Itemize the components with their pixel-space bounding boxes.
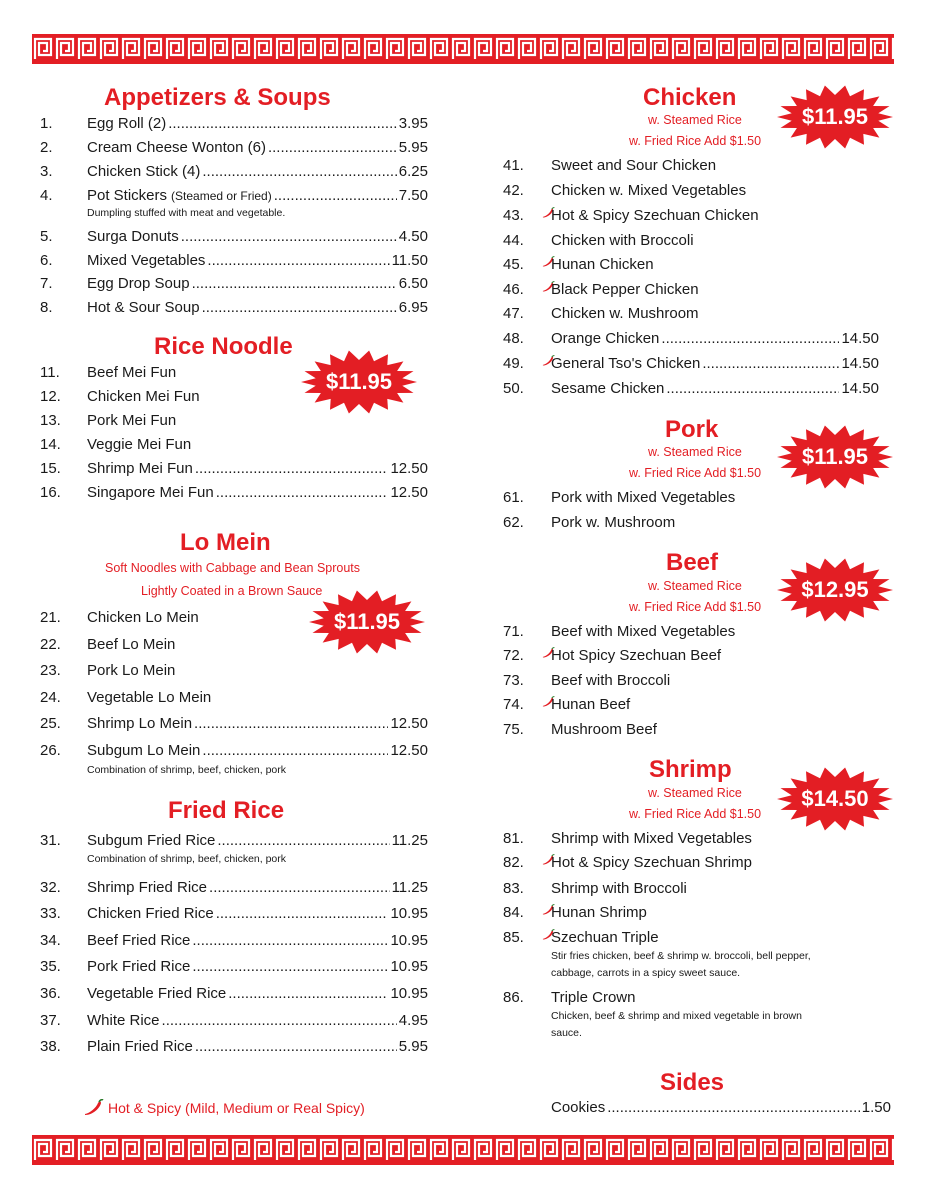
item-number: 12. <box>40 388 61 405</box>
menu-item <box>40 608 428 628</box>
menu-item <box>503 928 879 948</box>
item-name: Chicken Fried Rice <box>87 905 214 922</box>
spicy-indicator <box>541 156 551 176</box>
item-price: 11.25 <box>391 879 428 896</box>
item-name: Triple Crown <box>551 989 636 1006</box>
greek-key-border-top <box>32 34 894 64</box>
menu-item <box>40 411 428 431</box>
item-number: 14. <box>40 436 61 453</box>
spicy-indicator <box>541 280 551 300</box>
item-number: 86. <box>503 989 524 1006</box>
menu-item <box>40 227 428 247</box>
menu-item <box>40 931 428 951</box>
item-name: Vegetable Fried Rice <box>87 985 227 1002</box>
item-name: Hunan Beef <box>551 696 631 713</box>
price-badge-shrimp <box>776 767 894 831</box>
menu-item <box>40 904 428 924</box>
leader-dots <box>202 162 396 182</box>
spicy-indicator <box>541 695 551 715</box>
spicy-indicator <box>541 879 551 899</box>
item-name: Beef with Broccoli <box>551 672 671 689</box>
badge-price: $11.95 <box>325 369 393 394</box>
spicy-indicator <box>541 646 551 666</box>
leader-dots <box>202 741 388 761</box>
menu-item <box>503 206 879 226</box>
menu-item <box>503 622 879 642</box>
item-name: Mushroom Beef <box>551 721 657 738</box>
item-name: Shrimp Fried Rice <box>87 879 208 896</box>
badge-price: $12.95 <box>801 577 869 602</box>
item-price: 10.95 <box>390 985 428 1002</box>
item-name: White Rice <box>87 1012 160 1029</box>
menu-item <box>503 646 879 666</box>
item-number: 7. <box>40 275 53 292</box>
item-number: 22. <box>40 636 61 653</box>
item-number: 36. <box>40 985 61 1002</box>
item-name: Hunan Shrimp <box>551 904 647 921</box>
item-number: 11. <box>40 364 60 381</box>
leader-dots <box>192 957 388 977</box>
item-price: 7.50 <box>398 187 428 204</box>
leader-dots <box>181 227 397 247</box>
item-name: Black Pepper Chicken <box>551 281 699 298</box>
item-name: Shrimp with Mixed Vegetables <box>551 830 752 847</box>
item-note: (Steamed or Fried) <box>171 189 272 203</box>
menu-item <box>40 138 428 158</box>
item-price: 11.25 <box>391 832 428 849</box>
menu-item <box>503 853 879 873</box>
item-price: 3.95 <box>398 115 428 132</box>
lo-mein-subtitle-1: Soft Noodles with Cabbage and Bean Sprouts <box>105 561 361 575</box>
item-name: Beef Fried Rice <box>87 932 191 949</box>
spicy-indicator <box>541 671 551 691</box>
item-name: Pork Lo Mein <box>87 662 176 679</box>
item-number: 13. <box>40 412 61 429</box>
item-number: 33. <box>40 905 61 922</box>
badge-price: $11.95 <box>801 444 869 469</box>
menu-item <box>503 329 879 349</box>
item-name: Pork Fried Rice <box>87 958 191 975</box>
item-name: Egg Drop Soup <box>87 275 190 292</box>
chicken-subtitle-fried: w. Fried Rice Add $1.50 <box>629 134 762 148</box>
section-title-shrimp: Shrimp <box>649 756 732 783</box>
item-name: General Tso's Chicken <box>551 355 701 372</box>
item-name: Hot & Spicy Szechuan Chicken <box>551 207 759 224</box>
spicy-indicator <box>541 304 551 324</box>
menu-item <box>551 1098 891 1118</box>
menu-item <box>40 714 428 734</box>
item-price: 5.95 <box>398 1038 428 1055</box>
spicy-indicator <box>541 488 551 508</box>
badge-price: $11.95 <box>801 104 869 129</box>
item-name: Subgum Fried Rice <box>87 832 216 849</box>
item-number: 3. <box>40 163 53 180</box>
item-number: 35. <box>40 958 61 975</box>
item-name: Chicken with Broccoli <box>551 232 694 249</box>
menu-item <box>503 695 879 715</box>
item-number: 26. <box>40 742 61 759</box>
leader-dots <box>209 878 390 898</box>
menu-item <box>40 162 428 182</box>
menu-item <box>503 988 879 1008</box>
item-name: Pork w. Mushroom <box>551 514 676 531</box>
menu-item <box>503 304 879 324</box>
item-price: 12.50 <box>390 715 428 732</box>
item-name: Surga Donuts <box>87 228 179 245</box>
menu-item <box>40 251 428 271</box>
spicy-indicator <box>541 181 551 201</box>
item-number: 44. <box>503 232 524 249</box>
item-number: 85. <box>503 929 524 946</box>
chili-pepper-icon <box>82 1099 104 1117</box>
menu-item <box>503 671 879 691</box>
price-badge-beef <box>776 558 894 622</box>
spicy-indicator <box>541 379 551 399</box>
spicy-indicator <box>541 622 551 642</box>
menu-item <box>40 186 428 206</box>
section-title-lo-mein: Lo Mein <box>180 529 271 556</box>
item-name: Sweet and Sour Chicken <box>551 157 717 174</box>
item-number: 24. <box>40 689 61 706</box>
badge-price: $11.95 <box>333 609 401 634</box>
section-title-beef: Beef <box>666 549 719 576</box>
item-name: Beef Mei Fun <box>87 364 177 381</box>
item-name: Pork Mei Fun <box>87 412 177 429</box>
spicy-indicator <box>541 513 551 533</box>
menu-item <box>40 957 428 977</box>
spicy-indicator <box>541 206 551 226</box>
leader-dots <box>192 931 388 951</box>
menu-item <box>503 156 879 176</box>
item-price: 10.95 <box>390 958 428 975</box>
item-number: 47. <box>503 305 524 322</box>
menu-item <box>503 231 879 251</box>
item-price: 12.50 <box>390 460 428 477</box>
item-number: 81. <box>503 830 524 847</box>
item-number: 74. <box>503 696 524 713</box>
item-name: Beef Lo Mein <box>87 636 176 653</box>
pork-subtitle-steamed: w. Steamed Rice <box>648 445 742 459</box>
item-name: Cream Cheese Wonton (6) <box>87 139 266 156</box>
menu-item <box>40 114 428 134</box>
item-name: Sesame Chicken <box>551 380 665 397</box>
spicy-indicator <box>541 903 551 923</box>
item-number: 23. <box>40 662 61 679</box>
item-number: 73. <box>503 672 524 689</box>
leader-dots <box>666 379 839 399</box>
section-title-chicken: Chicken <box>643 84 737 111</box>
item-name: Orange Chicken <box>551 330 660 347</box>
item-price: 5.95 <box>398 139 428 156</box>
item-price: 14.50 <box>841 355 879 372</box>
shrimp-subtitle-steamed: w. Steamed Rice <box>648 786 742 800</box>
item-price: 14.50 <box>841 380 879 397</box>
item-name: Cookies <box>551 1099 606 1116</box>
leader-dots <box>195 1037 397 1057</box>
item-number: 82. <box>503 854 524 871</box>
item-price: 6.50 <box>398 275 428 292</box>
menu-item <box>503 879 879 899</box>
item-number: 6. <box>40 252 53 269</box>
price-badge-pork <box>776 425 894 489</box>
section-title-sides: Sides <box>660 1069 725 1096</box>
item-number: 1. <box>40 115 53 132</box>
spicy-legend <box>82 1099 365 1117</box>
item-price: 6.95 <box>398 299 428 316</box>
section-title-pork: Pork <box>665 416 719 443</box>
item-number: 62. <box>503 514 524 531</box>
menu-item <box>503 513 879 533</box>
item-number: 4. <box>40 187 53 204</box>
beef-subtitle-fried: w. Fried Rice Add $1.50 <box>629 600 762 614</box>
menu-item <box>503 280 879 300</box>
item-price: 4.95 <box>398 1012 428 1029</box>
leader-dots <box>192 274 397 294</box>
item-price: 14.50 <box>841 330 879 347</box>
leader-dots <box>268 138 397 158</box>
item-number: 61. <box>503 489 524 506</box>
item-number: 72. <box>503 647 524 664</box>
item-number: 25. <box>40 715 61 732</box>
leader-dots <box>274 186 397 206</box>
legend-text: Hot & Spicy (Mild, Medium or Real Spicy) <box>108 1100 365 1116</box>
leader-dots <box>207 251 389 271</box>
leader-dots <box>202 298 397 318</box>
greek-key-border-bottom <box>32 1135 894 1165</box>
item-number: 75. <box>503 721 524 738</box>
lo-mein-subtitle-2: Lightly Coated in a Brown Sauce <box>141 584 323 598</box>
leader-dots <box>194 714 388 734</box>
item-price: 6.25 <box>398 163 428 180</box>
item-number: 45. <box>503 256 524 273</box>
menu-item <box>40 741 428 761</box>
spicy-indicator <box>541 354 551 374</box>
price-badge-chicken <box>776 85 894 149</box>
item-number: 84. <box>503 904 524 921</box>
spicy-indicator <box>541 988 551 1008</box>
item-price: 12.50 <box>390 484 428 501</box>
menu-item <box>40 661 428 681</box>
item-name: Pot Stickers <box>87 187 168 204</box>
spicy-indicator <box>541 928 551 948</box>
section-title-appetizers: Appetizers & Soups <box>104 84 331 111</box>
beef-subtitle-steamed: w. Steamed Rice <box>648 579 742 593</box>
menu-item <box>503 181 879 201</box>
item-description: sauce. <box>551 1027 582 1039</box>
item-description: Combination of shrimp, beef, chicken, pork <box>87 764 287 776</box>
item-price: 10.95 <box>390 905 428 922</box>
leader-dots <box>162 1011 397 1031</box>
menu-item <box>503 903 879 923</box>
menu-item <box>503 720 879 740</box>
leader-dots <box>168 114 397 134</box>
menu-item <box>40 363 428 383</box>
spicy-indicator <box>541 255 551 275</box>
item-price: 11.50 <box>391 252 428 269</box>
item-description: Stir fries chicken, beef & shrimp w. broccoli, bell pepper, <box>551 950 811 962</box>
item-name: Mixed Vegetables <box>87 252 206 269</box>
item-description: Combination of shrimp, beef, chicken, pork <box>87 853 287 865</box>
item-name: Chicken Lo Mein <box>87 609 199 626</box>
item-number: 8. <box>40 299 53 316</box>
item-name: Chicken Mei Fun <box>87 388 200 405</box>
item-name: Shrimp Lo Mein <box>87 715 193 732</box>
leader-dots <box>217 831 389 851</box>
menu-item <box>40 435 428 455</box>
item-number: 32. <box>40 879 61 896</box>
item-price: 1.50 <box>861 1099 891 1116</box>
item-price: 10.95 <box>390 932 428 949</box>
item-description: Chicken, beef & shrimp and mixed vegetable in brown <box>551 1010 802 1022</box>
item-description: Dumpling stuffed with meat and vegetable. <box>87 207 286 219</box>
item-number: 2. <box>40 139 53 156</box>
section-title-rice-noodle: Rice Noodle <box>154 333 293 360</box>
item-number: 50. <box>503 380 524 397</box>
spicy-indicator <box>541 829 551 849</box>
item-number: 37. <box>40 1012 61 1029</box>
item-name: Chicken w. Mushroom <box>551 305 699 322</box>
item-name: Shrimp with Broccoli <box>551 880 687 897</box>
menu-item <box>503 379 879 399</box>
item-number: 21. <box>40 609 61 626</box>
item-name: Vegetable Lo Mein <box>87 689 212 706</box>
item-price: 4.50 <box>398 228 428 245</box>
item-number: 31. <box>40 832 61 849</box>
item-name: Beef with Mixed Vegetables <box>551 623 736 640</box>
item-name: Egg Roll (2) <box>87 115 167 132</box>
leader-dots <box>228 984 388 1004</box>
item-number: 42. <box>503 182 524 199</box>
item-number: 49. <box>503 355 524 372</box>
menu-item <box>503 829 879 849</box>
item-name: Singapore Mei Fun <box>87 484 214 501</box>
item-number: 71. <box>503 623 524 640</box>
menu-item <box>503 488 879 508</box>
item-number: 46. <box>503 281 524 298</box>
menu-item <box>40 984 428 1004</box>
shrimp-subtitle-fried: w. Fried Rice Add $1.50 <box>629 807 762 821</box>
leader-dots <box>661 329 839 349</box>
item-number: 43. <box>503 207 524 224</box>
menu-item <box>40 688 428 708</box>
menu-item <box>40 298 428 318</box>
leader-dots <box>216 904 389 924</box>
item-number: 34. <box>40 932 61 949</box>
item-name: Szechuan Triple <box>551 929 659 946</box>
item-name: Hunan Chicken <box>551 256 654 273</box>
section-title-fried-rice: Fried Rice <box>168 797 285 824</box>
menu-item <box>503 255 879 275</box>
leader-dots <box>216 483 389 503</box>
item-description: cabbage, carrots in a spicy sweet sauce. <box>551 967 741 979</box>
spicy-indicator <box>541 329 551 349</box>
pork-subtitle-fried: w. Fried Rice Add $1.50 <box>629 466 762 480</box>
chicken-subtitle-steamed: w. Steamed Rice <box>648 113 742 127</box>
item-number: 5. <box>40 228 53 245</box>
item-number: 38. <box>40 1038 61 1055</box>
spicy-indicator <box>541 853 551 873</box>
menu-item <box>40 387 428 407</box>
leader-dots <box>607 1098 860 1118</box>
item-name: Veggie Mei Fun <box>87 436 192 453</box>
item-name: Subgum Lo Mein <box>87 742 201 759</box>
badge-price: $14.50 <box>801 786 869 811</box>
menu-item <box>40 483 428 503</box>
menu-item <box>40 878 428 898</box>
item-number: 15. <box>40 460 61 477</box>
menu-item <box>40 1011 428 1031</box>
menu-item <box>40 459 428 479</box>
leader-dots <box>702 354 839 374</box>
menu-item <box>503 354 879 374</box>
item-number: 83. <box>503 880 524 897</box>
menu-item <box>40 274 428 294</box>
item-name: Plain Fried Rice <box>87 1038 193 1055</box>
menu-item <box>40 635 428 655</box>
item-name: Hot & Sour Soup <box>87 299 200 316</box>
item-name: Shrimp Mei Fun <box>87 460 193 477</box>
menu-item <box>40 1037 428 1057</box>
item-price: 12.50 <box>390 742 428 759</box>
item-name: Chicken w. Mixed Vegetables <box>551 182 747 199</box>
item-name: Chicken Stick (4) <box>87 163 201 180</box>
item-number: 41. <box>503 157 524 174</box>
item-number: 16. <box>40 484 61 501</box>
item-name: Hot Spicy Szechuan Beef <box>551 647 722 664</box>
leader-dots <box>195 459 389 479</box>
menu-item <box>40 831 428 851</box>
item-name: Pork with Mixed Vegetables <box>551 489 736 506</box>
item-name: Hot & Spicy Szechuan Shrimp <box>551 854 752 871</box>
spicy-indicator <box>541 720 551 740</box>
item-number: 48. <box>503 330 524 347</box>
spicy-indicator <box>541 231 551 251</box>
